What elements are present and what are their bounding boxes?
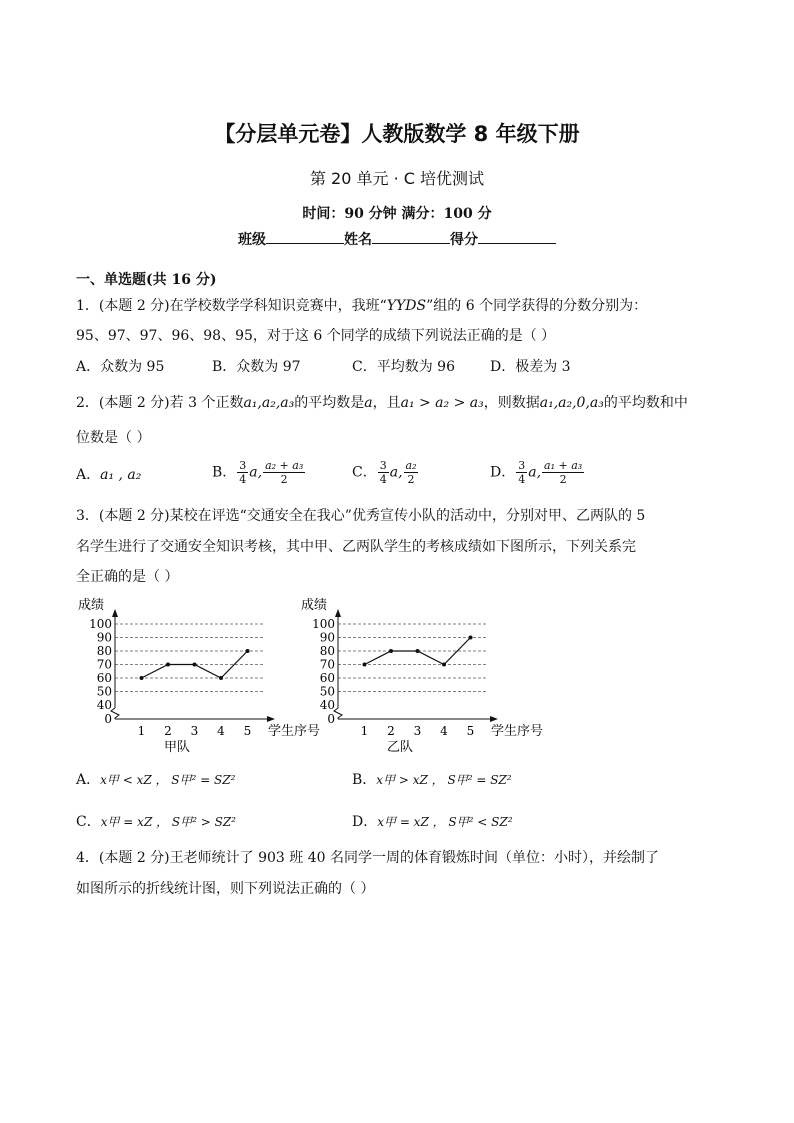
q1-option-a[interactable]: A．众数为 95 [76, 359, 165, 375]
q2-option-c-frac34 [378, 459, 389, 486]
chart-caption: 甲队 [164, 740, 191, 755]
y-axis-arrow [335, 609, 341, 617]
q2-option-b-label: B． [212, 464, 237, 481]
q2-option-c[interactable] [352, 459, 419, 486]
y-axis-label: 成绩 [78, 598, 105, 613]
data-point [389, 649, 393, 653]
x-tick-label: 2 [387, 724, 395, 738]
page-title: 【分层单元卷】人教版数学 8 年级下册 [214, 122, 580, 146]
frac-den: 4 [379, 473, 387, 486]
q1-text-a: 1．(本题 2 分)在学校数学学科知识竞赛中，我班“ [76, 298, 387, 314]
y-axis-arrow [112, 609, 118, 617]
q3-line2: 名学生进行了交通安全知识考核，其中甲、乙两队学生的考核成绩如下图所示，下列关系完 [76, 539, 636, 555]
q2-option-d-frac34 [516, 459, 527, 486]
x-axis-label: 学生序号 [268, 724, 321, 739]
frac-num: 3 [379, 459, 387, 472]
y-tick-label: 70 [96, 657, 112, 672]
q2-text-e: 的平均数和中 [603, 395, 688, 411]
q2-line2: 位数是（ ） [76, 430, 151, 446]
data-point [246, 649, 250, 653]
q1-team-name: YYDS [386, 298, 427, 314]
q3-line1: 3．(本题 2 分)某校在评选“交通安全在我心”优秀宣传小队的活动中，分别对甲、乙两队的 5 [76, 508, 646, 524]
frac-num: 3 [239, 459, 247, 472]
y-tick-label: 0 [327, 712, 335, 726]
data-point [416, 649, 420, 653]
frac-num: 3 [518, 459, 526, 472]
x-tick-label: 5 [243, 724, 252, 738]
q2-option-d-a: a, [528, 464, 542, 481]
chart-caption: 乙队 [387, 740, 414, 755]
q1-option-c[interactable]: C．平均数为 96 [352, 359, 455, 375]
y-tick-label: 100 [89, 617, 112, 631]
y-axis-label: 成绩 [301, 598, 328, 613]
q3-option-b-relation: x甲 > xZ ， S甲² = SZ² [376, 773, 512, 787]
y-tick-label: 90 [96, 630, 112, 645]
q2-text-b: 的平均数是 [294, 395, 365, 411]
frac-num: a₂ + a₃ [265, 459, 304, 472]
chart-team-yi [293, 595, 563, 755]
class-blank[interactable] [266, 229, 344, 244]
q3-option-c-relation: x甲 = xZ ， S甲² > SZ² [100, 815, 236, 829]
score-label: 得分 [450, 232, 478, 248]
q3-line3: 全正确的是（ ） [76, 569, 179, 585]
x-tick-label: 1 [137, 724, 146, 738]
y-tick-label: 40 [319, 698, 335, 712]
x-axis-arrow [267, 716, 275, 722]
q3-option-b[interactable] [352, 770, 512, 790]
q3-option-a-relation: x甲 < xZ ， S甲² = SZ² [100, 773, 236, 787]
y-tick-label: 0 [104, 712, 112, 726]
q2-vars: a₁,a₂,a₃ [243, 395, 295, 411]
q2-line1 [76, 393, 688, 413]
q2-option-b-frac [263, 459, 305, 486]
q2-option-c-frac [404, 459, 419, 486]
y-tick-label: 90 [319, 630, 335, 645]
q2-avg-symbol: a [364, 395, 373, 411]
data-point [363, 663, 367, 667]
q3-option-b-label: B． [352, 772, 377, 788]
x-tick-label: 1 [360, 724, 369, 738]
q3-option-d-label: D． [352, 814, 378, 830]
x-axis-label: 学生序号 [491, 724, 544, 739]
q3-option-a[interactable] [76, 770, 235, 790]
x-tick-label: 3 [413, 724, 422, 738]
q2-inequality: a₁ > a₂ > a₃ [400, 395, 484, 411]
data-point [166, 663, 170, 667]
q2-option-d-frac [542, 459, 584, 486]
data-point [140, 676, 144, 680]
frac-den: 2 [280, 473, 288, 486]
q2-option-a-value: a₁ , a₂ [100, 467, 142, 483]
q2-text-a: 2．(本题 2 分)若 3 个正数 [76, 395, 244, 411]
page-subtitle: 第 20 单元 · C 培优测试 [309, 169, 485, 188]
y-tick-label: 80 [96, 644, 112, 658]
y-tick-label: 80 [319, 644, 335, 658]
x-tick-label: 4 [440, 724, 448, 738]
frac-num: a₁ + a₃ [544, 459, 583, 472]
q1-text-c: ”组的 6 个同学获得的分数分别为： [426, 298, 648, 314]
q3-option-a-label: A． [76, 772, 101, 788]
frac-den: 4 [518, 473, 526, 486]
name-blank[interactable] [372, 229, 450, 244]
q2-option-d[interactable] [490, 459, 585, 486]
data-point [469, 636, 473, 640]
frac-num: a₂ [405, 459, 417, 472]
y-tick-label: 100 [312, 617, 335, 631]
student-info-line [0, 229, 794, 249]
time-score-line: 时间：90 分钟 满分：100 分 [302, 206, 492, 222]
q4-line1: 4．(本题 2 分)王老师统计了 903 班 40 名同学一周的体育锻炼时间（单位：小时），并绘制了 [76, 850, 659, 866]
q1-line1 [76, 296, 647, 316]
q2-option-c-a: a, [389, 464, 403, 481]
frac-den: 2 [407, 473, 415, 486]
y-tick-label: 70 [319, 657, 335, 672]
y-tick-label: 40 [96, 698, 112, 712]
q2-option-a-label: A． [76, 467, 101, 483]
q2-option-d-label: D． [490, 464, 516, 481]
x-tick-label: 2 [164, 724, 172, 738]
axis-break [334, 708, 342, 719]
score-blank[interactable] [478, 229, 556, 244]
x-tick-label: 3 [190, 724, 199, 738]
frac-den: 2 [559, 473, 567, 486]
data-point [193, 663, 197, 667]
name-label: 姓名 [344, 232, 372, 248]
q4-line2: 如图所示的折线统计图，则下列说法正确的（ ） [76, 881, 375, 897]
frac-den: 4 [239, 473, 247, 486]
data-point [219, 676, 223, 680]
axis-break [111, 708, 119, 719]
q2-option-b[interactable] [212, 459, 306, 486]
section-heading: 一、单选题(共 16 分) [76, 272, 217, 288]
q2-option-b-a: a, [249, 464, 263, 481]
q1-option-b[interactable]: B．众数为 97 [212, 359, 301, 375]
y-tick-label: 60 [96, 671, 112, 685]
q3-option-c[interactable] [76, 812, 236, 832]
q2-option-a[interactable] [76, 465, 141, 485]
q2-vars2: a₁,a₂,0,a₃ [539, 395, 604, 411]
q2-text-d: ，则数据 [483, 395, 540, 411]
x-tick-label: 4 [217, 724, 225, 738]
q3-option-c-label: C． [76, 814, 101, 830]
q3-option-d-relation: x甲 = xZ ， S甲² < SZ² [377, 815, 513, 829]
x-axis-arrow [490, 716, 498, 722]
y-tick-label: 50 [319, 684, 335, 699]
q2-option-c-label: C． [352, 464, 377, 481]
class-label: 班级 [238, 232, 266, 248]
q2-option-b-frac34 [237, 459, 248, 486]
q2-text-c: ，且 [372, 395, 401, 411]
x-tick-label: 5 [466, 724, 475, 738]
q3-option-d[interactable] [352, 812, 513, 832]
q1-line2: 95、97、97、96、98、95，对于这 6 个同学的成绩下列说法正确的是（ ） [76, 328, 556, 344]
y-tick-label: 50 [96, 684, 112, 699]
data-point [442, 663, 446, 667]
y-tick-label: 60 [319, 671, 335, 685]
q1-option-d[interactable]: D．极差为 3 [490, 359, 571, 375]
